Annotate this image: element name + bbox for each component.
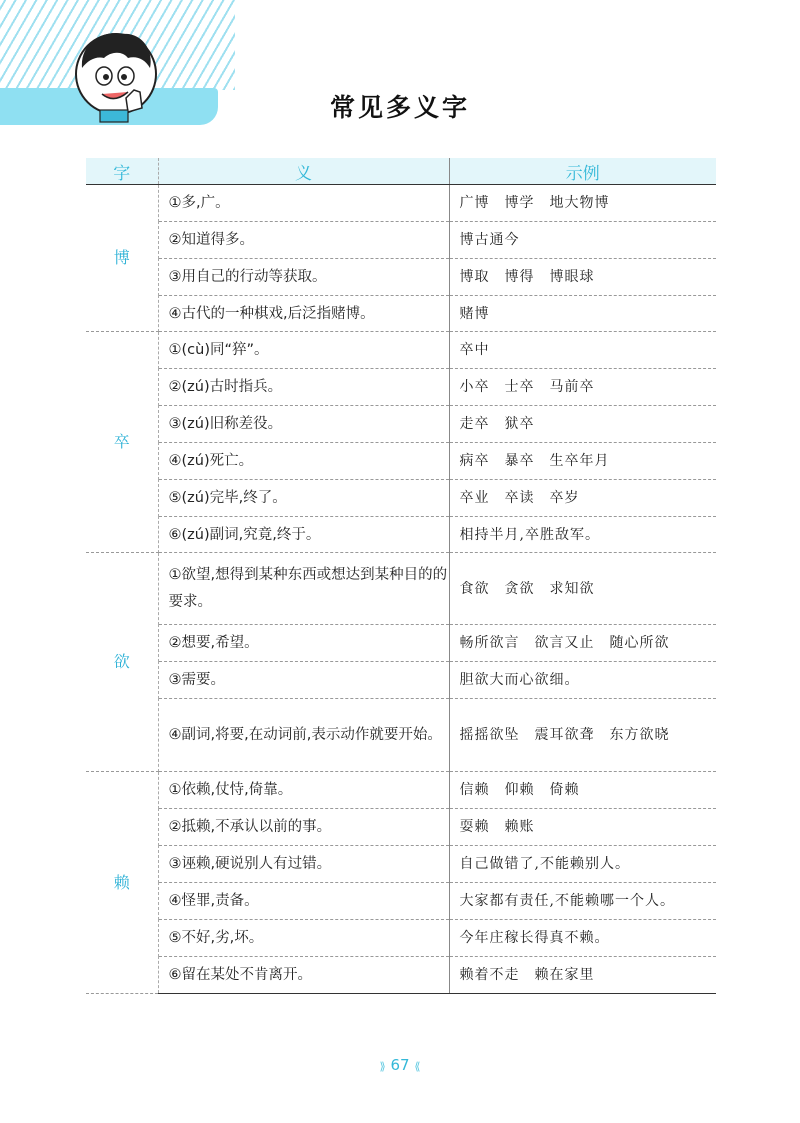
polysemy-table (86, 158, 716, 994)
meaning-cell: ⑥(zú)副词,究竟,终于。 (158, 517, 449, 553)
meaning-cell: ④怪罪,责备。 (158, 883, 449, 920)
header-example: 示例 (449, 158, 716, 185)
table-row (86, 772, 716, 809)
table-row (86, 369, 716, 406)
table-row (86, 185, 716, 222)
chevron-right-icon: ⟫ (379, 1060, 386, 1073)
example-cell: 耍赖 赖账 (449, 809, 716, 846)
char-cell: 欲 (86, 553, 158, 772)
table-row (86, 517, 716, 553)
table-row (86, 296, 716, 332)
example-cell: 小卒 士卒 马前卒 (449, 369, 716, 406)
meaning-cell: ①依赖,仗恃,倚靠。 (158, 772, 449, 809)
meaning-cell: ①欲望,想得到某种东西或想达到某种目的的要求。 (158, 553, 449, 625)
table-row (86, 662, 716, 699)
example-cell: 大家都有责任,不能赖哪一个人。 (449, 883, 716, 920)
table-row (86, 625, 716, 662)
meaning-cell: ⑤(zú)完毕,终了。 (158, 480, 449, 517)
meaning-cell: ②(zú)古时指兵。 (158, 369, 449, 406)
meaning-cell: ④(zú)死亡。 (158, 443, 449, 480)
example-cell: 食欲 贪欲 求知欲 (449, 553, 716, 625)
meaning-cell: ①多,广。 (158, 185, 449, 222)
meaning-cell: ②抵赖,不承认以前的事。 (158, 809, 449, 846)
example-cell: 畅所欲言 欲言又止 随心所欲 (449, 625, 716, 662)
meaning-cell: ③(zú)旧称差役。 (158, 406, 449, 443)
example-cell: 走卒 狱卒 (449, 406, 716, 443)
char-cell: 赖 (86, 772, 158, 994)
meaning-cell: ③用自己的行动等获取。 (158, 259, 449, 296)
header-char: 字 (86, 158, 158, 185)
meaning-cell: ⑥留在某处不肯离开。 (158, 957, 449, 994)
example-cell: 卒中 (449, 332, 716, 369)
example-cell: 相持半月,卒胜敌军。 (449, 517, 716, 553)
example-cell: 博古通今 (449, 222, 716, 259)
table-row (86, 809, 716, 846)
chevron-left-icon: ⟪ (414, 1060, 421, 1073)
table-row (86, 846, 716, 883)
meaning-cell: ③需要。 (158, 662, 449, 699)
example-cell: 今年庄稼长得真不赖。 (449, 920, 716, 957)
example-cell: 信赖 仰赖 倚赖 (449, 772, 716, 809)
table-row (86, 443, 716, 480)
table-row (86, 480, 716, 517)
meaning-cell: ②想要,希望。 (158, 625, 449, 662)
meaning-cell: ①(cù)同“猝”。 (158, 332, 449, 369)
table-row (86, 553, 716, 625)
char-cell: 卒 (86, 332, 158, 553)
table-row (86, 332, 716, 369)
table-row (86, 920, 716, 957)
meaning-cell: ⑤不好,劣,坏。 (158, 920, 449, 957)
table-row (86, 699, 716, 772)
example-cell: 胆欲大而心欲细。 (449, 662, 716, 699)
table-header-row (86, 158, 716, 185)
table-row (86, 883, 716, 920)
page-number-footer (0, 1056, 800, 1074)
table-row (86, 222, 716, 259)
header-meaning: 义 (158, 158, 449, 185)
table-row (86, 957, 716, 994)
example-cell: 赌博 (449, 296, 716, 332)
meaning-cell: ④古代的一种棋戏,后泛指赌博。 (158, 296, 449, 332)
meaning-cell: ④副词,将要,在动词前,表示动作就要开始。 (158, 699, 449, 772)
page-title: 常见多义字 (329, 93, 470, 122)
example-cell: 博取 博得 博眼球 (449, 259, 716, 296)
meaning-cell: ③诬赖,硬说别人有过错。 (158, 846, 449, 883)
example-cell: 自己做错了,不能赖别人。 (449, 846, 716, 883)
example-cell: 广博 博学 地大物博 (449, 185, 716, 222)
example-cell: 摇摇欲坠 震耳欲聋 东方欲晓 (449, 699, 716, 772)
table-row (86, 259, 716, 296)
example-cell: 赖着不走 赖在家里 (449, 957, 716, 994)
example-cell: 病卒 暴卒 生卒年月 (449, 443, 716, 480)
table-row (86, 406, 716, 443)
example-cell: 卒业 卒读 卒岁 (449, 480, 716, 517)
char-cell: 博 (86, 185, 158, 332)
page-number: 67 (390, 1056, 410, 1074)
meaning-cell: ②知道得多。 (158, 222, 449, 259)
